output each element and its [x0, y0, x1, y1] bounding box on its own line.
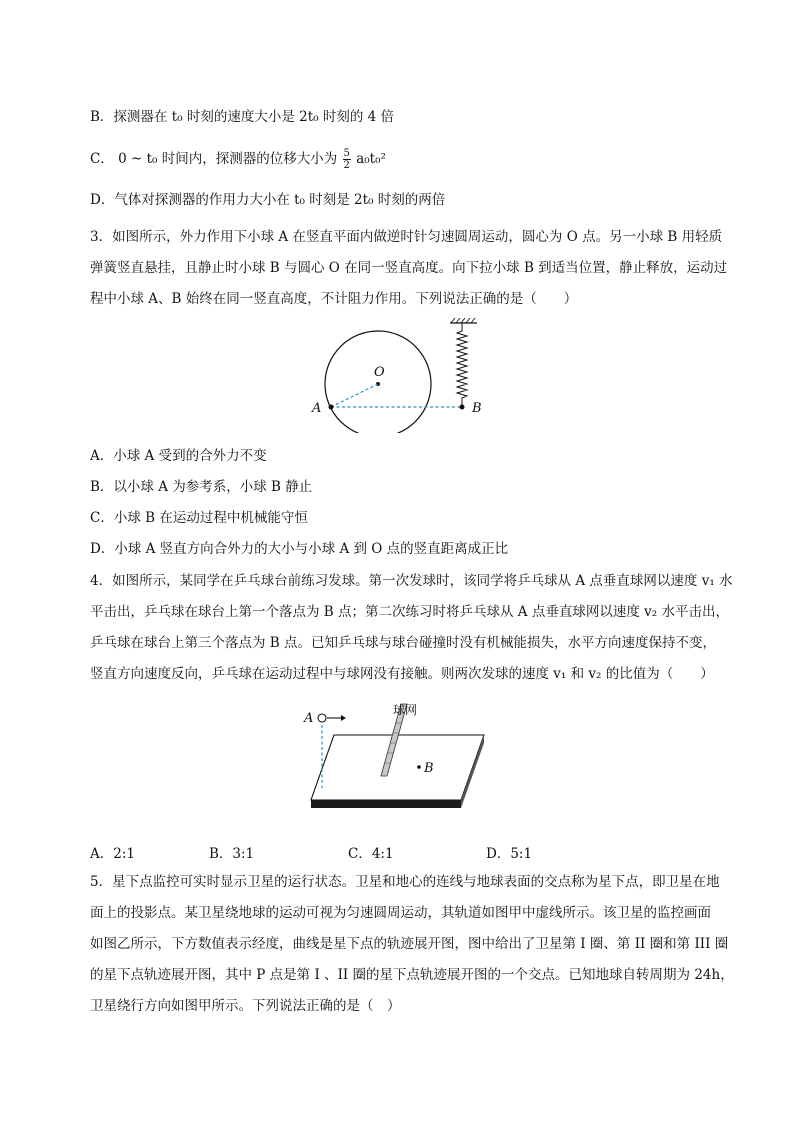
q4-choices [90, 842, 690, 862]
q3-option-b: B．以小球 A 为参考系，小球 B 静止 [90, 479, 313, 495]
q3-stem [90, 222, 728, 315]
q3-option-d: D．小球 A 竖直方向合外力的大小与小球 A 到 O 点的竖直距离成正比 [90, 541, 509, 557]
q5-stem-line: 如图乙所示，下方数值表示经度，曲线是星下点的轨迹展开图，图中给出了卫星第 I 圈、第 II 圈和第 III 圈 [90, 936, 729, 952]
ping-pong-ball [318, 714, 326, 722]
label-o: O [374, 365, 385, 380]
ceiling-hatch [451, 318, 475, 323]
q5-stem-line: 的星下点轨迹展开图，其中 P 点是第 I 、II 圈的星下点轨迹展开图的一个交点。已知地球自转周期为 24h， [90, 967, 734, 983]
fraction [343, 148, 351, 171]
label-net: 球网 [393, 703, 418, 717]
q2-option-c-suffix: a₀t₀² [356, 151, 386, 167]
q2-option-c-prefix: C． 0 ~ t₀ 时间内，探测器的位移大小为 [90, 151, 338, 167]
fraction-denominator: 2 [343, 160, 350, 171]
ball-b [460, 405, 465, 410]
q4-stem [90, 566, 733, 690]
q4-choice-d: D．5:1 [486, 846, 533, 862]
label-a: A [304, 711, 314, 726]
q4-figure [300, 698, 495, 818]
q4-stem-line: 乒乓球在球台上第三个落点为 B 点。已知乒乓球与球台碰撞时没有机械能损失，水平方向速度保持不变， [90, 635, 717, 651]
q5-stem-line: 面上的投影点。某卫星绕地球的运动可视为匀速圆周运动，其轨道如图甲中虚线所示。该卫星的监控画面 [90, 905, 711, 921]
arrow-head [341, 715, 346, 721]
spring [457, 323, 467, 405]
q4-choice-a: A．2:1 [90, 846, 135, 862]
label-a: A [312, 401, 322, 416]
q3-stem-line: 程中小球 A、B 始终在同一竖直高度，不计阻力作用。下列说法正确的是（ ） [90, 291, 578, 307]
table-front-edge [311, 800, 461, 808]
q4-choice-b: B．3:1 [209, 846, 255, 862]
point-b [417, 765, 421, 769]
q4-stem-line: 平击出，乒乓球在球台上第一个落点为 B 点；第二次练习时将乒乓球从 A 点垂直球网以速度 v₂ 水平击出， [90, 604, 729, 620]
q4-stem-line: 4．如图所示，某同学在乒乓球台前练习发球。第一次发球时，该同学将乒乓球从 A 点垂直球网以速度 v₁ 水 [90, 573, 733, 589]
q3-option-c: C．小球 B 在运动过程中机械能守恒 [90, 510, 308, 526]
q3-figure [300, 318, 500, 433]
q3-option-a: A．小球 A 受到的合外力不变 [90, 448, 267, 464]
radius-line [331, 384, 378, 407]
q4-stem-line: 竖直方向速度反向，乒乓球在运动过程中与球网没有接触。则两次发球的速度 v₁ 和 v₂ 的比值为（ ） [90, 666, 714, 682]
q2-option-c [90, 148, 386, 171]
q2-option-b: B．探测器在 t₀ 时刻的速度大小是 2t₀ 时刻的 4 倍 [90, 109, 395, 125]
label-b: B [424, 761, 434, 776]
q5-stem-line: 5．星下点监控可实时显示卫星的运行状态。卫星和地心的连线与地球表面的交点称为星下点，即卫星在地 [90, 874, 720, 890]
q3-stem-line: 3．如图所示，外力作用下小球 A 在竖直平面内做逆时针匀速圆周运动，圆心为 O 点。另一小球 B 用轻质 [90, 229, 723, 245]
q3-stem-line: 弹簧竖直悬挂，且静止时小球 B 与圆心 O 在同一竖直高度。向下拉小球 B 到适当位置，静止释放，运动过 [90, 260, 728, 276]
q4-choice-c: C．4:1 [348, 846, 394, 862]
fraction-numerator: 5 [343, 148, 350, 159]
label-b: B [472, 401, 482, 416]
q2-option-d: D．气体对探测器的作用力大小在 t₀ 时刻是 2t₀ 时刻的两倍 [90, 192, 446, 208]
ball-a [329, 405, 334, 410]
q5-stem [90, 867, 734, 1022]
table-top [311, 735, 484, 800]
q5-stem-line: 卫星绕行方向如图甲所示。下列说法正确的是（ ） [90, 998, 401, 1014]
